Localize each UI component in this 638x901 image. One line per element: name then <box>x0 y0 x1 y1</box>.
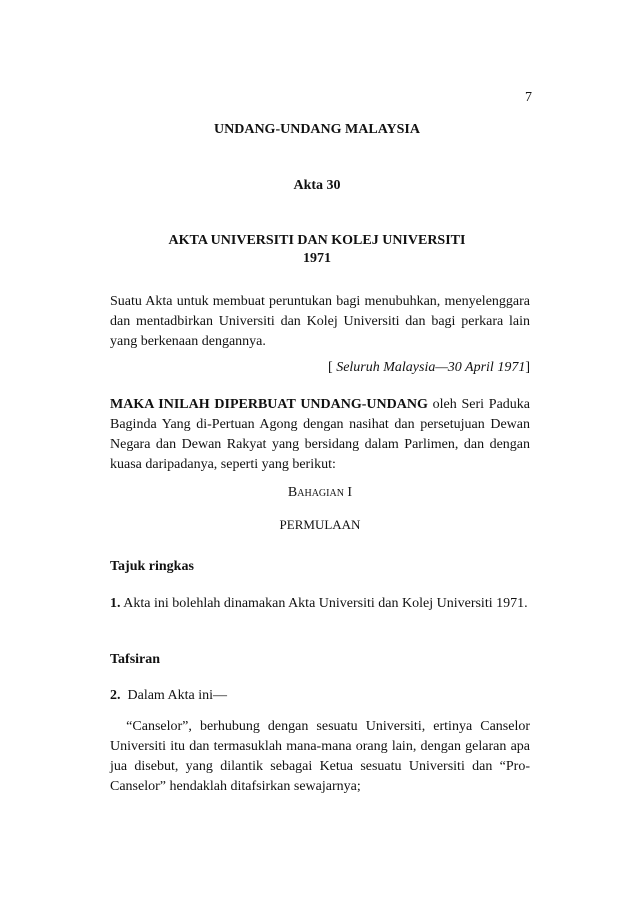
section2-number: 2. <box>110 688 121 703</box>
commencement-close: ] <box>525 360 530 375</box>
section2-heading: Tafsiran <box>110 652 161 667</box>
act-title <box>110 232 524 268</box>
part-rest: AHAGIAN <box>297 488 344 499</box>
commencement-text: Seluruh Malaysia—30 April 1971 <box>336 360 526 375</box>
section1-body: Akta ini bolehlah dinamakan Akta Universiti dan Kolej Universiti 1971. <box>120 596 528 611</box>
law-title: UNDANG-UNDANG MALAYSIA <box>214 122 420 137</box>
commencement-note <box>110 360 530 376</box>
definition-canselor: “Canselor”, berhubung dengan sesuatu Universiti, ertinya Canselor Universiti itu dan termasuklah mana-mana orang lain, dengan gelaran apa jua disebut, yang dilantik sebagai Ketua sesuatu Universiti dan “Pro-Canselor” hendaklah ditafsirkan sewajarnya; <box>110 719 534 794</box>
commencement-open: [ <box>328 360 337 375</box>
enacting-bold: MAKA INILAH DIPERBUAT UNDANG-UNDANG <box>110 397 428 412</box>
part-numeral: I <box>343 485 353 500</box>
enacting-rest: oleh Seri Paduka Baginda Yang di-Pertuan Agong dengan nasihat dan persetujuan Dewan Negara dan Dewan Rakyat yang bersidang dalam Parlimen, dan dengan kuasa daripadanya, seperti yang berikut: <box>110 397 531 472</box>
section1-number: 1. <box>110 596 121 611</box>
section1-heading: Tajuk ringkas <box>110 559 194 574</box>
part-heading <box>110 485 530 501</box>
enacting-formula <box>110 395 530 475</box>
section2-intro-text: Dalam Akta ini— <box>120 688 228 703</box>
section2-intro <box>110 688 227 704</box>
act-title-line2: 1971 <box>303 251 331 266</box>
part-subtitle: PERMULAAN <box>279 517 361 532</box>
page-number: 7 <box>525 90 532 105</box>
act-number: Akta 30 <box>293 178 341 193</box>
part-first-letter: B <box>287 485 298 500</box>
section1-text <box>110 594 530 614</box>
long-title: Suatu Akta untuk membuat peruntukan bagi menubuhkan, menyelenggara dan mentadbirkan Universiti dan Kolej Universiti dan bagi perkara lain yang berkenaan dengannya. <box>110 294 530 349</box>
act-title-line1: AKTA UNIVERSITI DAN KOLEJ UNIVERSITI <box>168 233 466 248</box>
